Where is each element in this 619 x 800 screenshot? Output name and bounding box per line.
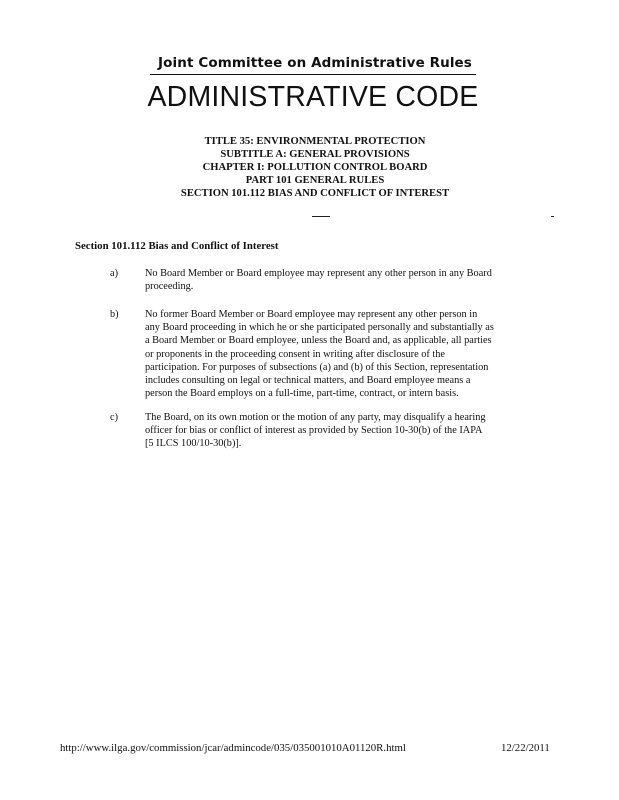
- subsection-label: a): [110, 268, 118, 279]
- subsection-text: [145, 308, 565, 400]
- text-line: proceeding.: [145, 281, 194, 293]
- text-line: includes consulting on legal or technical matters, and Board employee means a: [145, 375, 471, 387]
- committee-name: Joint Committee on Administrative Rules: [158, 55, 472, 71]
- text-line: The Board, on its own motion or the motion of any party, may disqualify a hearing: [145, 412, 486, 423]
- heading-subtitle: SUBTITLE A: GENERAL PROVISIONS: [220, 149, 410, 160]
- text-line: No Board Member or Board employee may represent any other person in any Board: [145, 268, 492, 279]
- code-title: ADMINISTRATIVE CODE: [147, 81, 479, 113]
- text-line: person the Board employs on a full-time, part-time, contract, or intern basis.: [145, 388, 459, 400]
- text-line: officer for bias or conflict of interest as provided by Section 10-30(b) of the IAPA: [145, 425, 483, 437]
- text-line: participation. For purposes of subsections (a) and (b) of this Section, representation: [145, 361, 489, 373]
- separator-mark: [312, 216, 330, 217]
- section-title: Section 101.112 Bias and Conflict of Interest: [75, 240, 279, 252]
- subsection-label: b): [110, 309, 119, 320]
- footer-date: 12/22/2011: [501, 742, 550, 754]
- header-rule: [150, 74, 476, 75]
- heading-part: PART 101 GENERAL RULES: [245, 175, 385, 186]
- heading-section: SECTION 101.112 BIAS AND CONFLICT OF INTEREST: [180, 188, 450, 199]
- subsection-text: [145, 411, 565, 451]
- subsection-label: c): [110, 412, 118, 423]
- footer-url: http://www.ilga.gov/commission/jcar/admincode/035/035001010A01120R.html: [60, 742, 406, 754]
- heading-title: TITLE 35: ENVIRONMENTAL PROTECTION: [204, 136, 426, 147]
- text-line: or proponents in the proceeding consent in writing after disclosure of the: [145, 348, 445, 360]
- separator-mark: [551, 216, 554, 217]
- text-line: No former Board Member or Board employee may represent any other person in: [145, 309, 478, 320]
- heading-chapter: CHAPTER I: POLLUTION CONTROL BOARD: [202, 162, 428, 173]
- text-line: a Board Member or Board employee, unless the Board and, as applicable, all parties: [145, 335, 492, 347]
- subsection-text: [145, 267, 565, 293]
- text-line: any Board proceeding in which he or she participated personally and substantially as: [145, 322, 494, 334]
- document-heading: [130, 135, 500, 200]
- text-line: [5 ILCS 100/10-30(b)].: [145, 438, 242, 450]
